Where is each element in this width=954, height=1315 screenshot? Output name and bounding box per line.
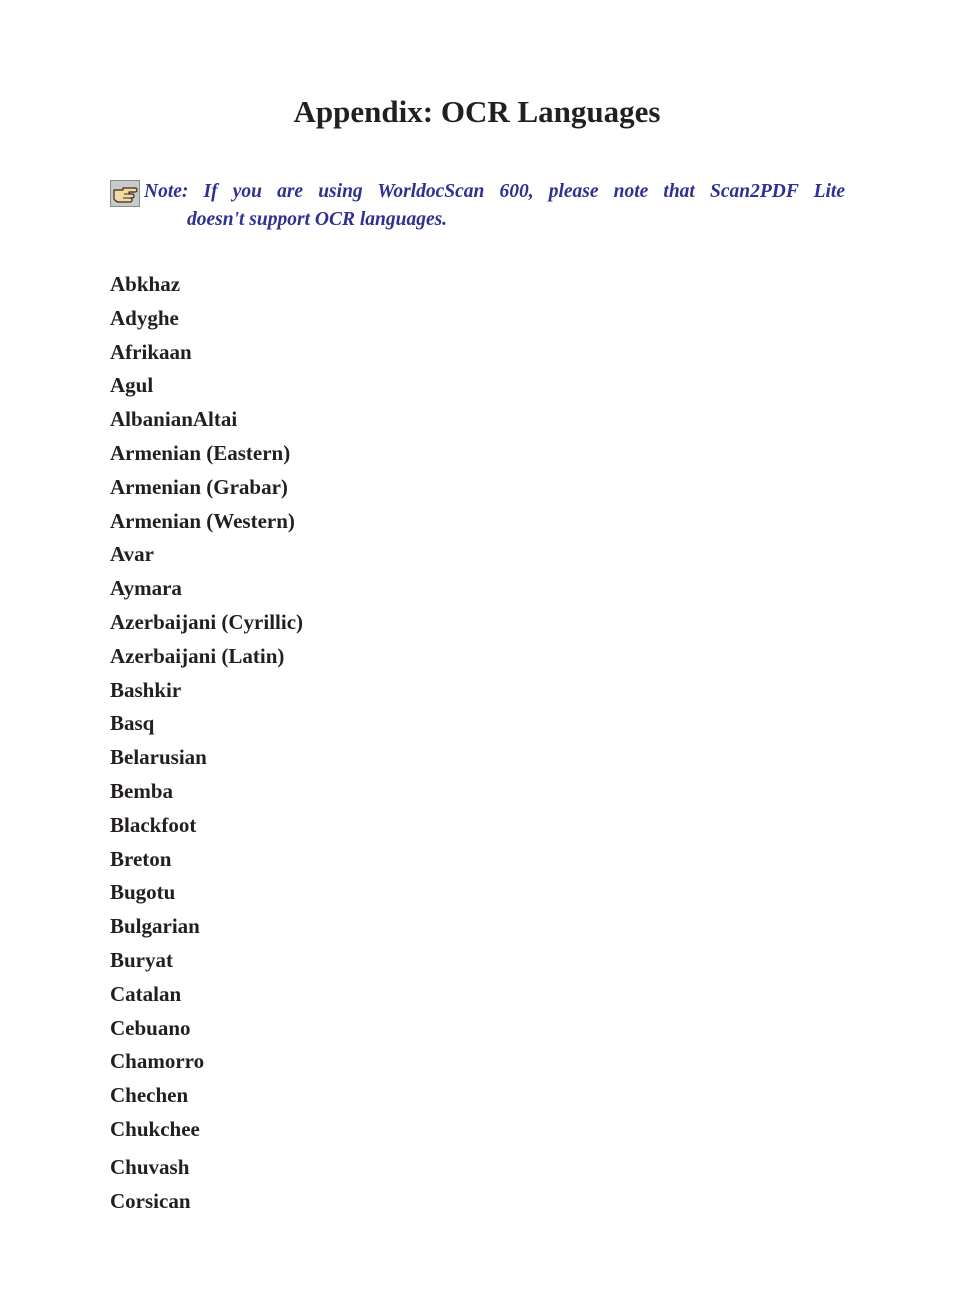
list-item: Corsican [110,1188,191,1213]
list-item: Chamorro [110,1049,205,1074]
list-item: Cebuano [110,1015,191,1040]
list-item: Breton [110,846,172,871]
list-item: Aymara [110,576,182,601]
language-list [110,268,303,1218]
list-item: Chechen [110,1083,189,1108]
list-item: Abkhaz [110,272,181,296]
list-item: Armenian (Western) [110,508,295,533]
list-item: Chuvash [110,1154,190,1179]
list-item: Basq [110,711,155,736]
list-item: Bulgarian [110,914,200,939]
list-item: Azerbaijani (Latin) [110,643,285,668]
list-item: Catalan [110,981,182,1006]
list-item: Chukchee [110,1116,200,1141]
note-text-line2: doesn't support OCR languages. [187,209,448,230]
list-item: Bugotu [110,880,176,905]
list-item: AlbanianAltai [110,407,238,432]
list-item: Buryat [110,947,173,972]
list-item: Bemba [110,778,173,803]
list-item: Armenian (Eastern) [110,440,291,465]
list-item: Afrikaan [110,339,192,364]
list-item: Avar [110,542,154,567]
pointing-hand-icon [110,180,140,207]
page-title: Appendix: OCR Languages [293,94,661,129]
list-item: Armenian (Grabar) [110,474,288,499]
note-text-line1: Note: If you are using WorldocScan 600, please note that Scan2PDF Lite [144,181,845,202]
list-item: Blackfoot [110,812,197,837]
list-item: Bashkir [110,677,182,702]
list-item: Azerbaijani (Cyrillic) [110,609,304,634]
list-item: Agul [110,373,154,398]
list-item: Belarusian [110,745,207,770]
list-item: Adyghe [110,305,179,330]
